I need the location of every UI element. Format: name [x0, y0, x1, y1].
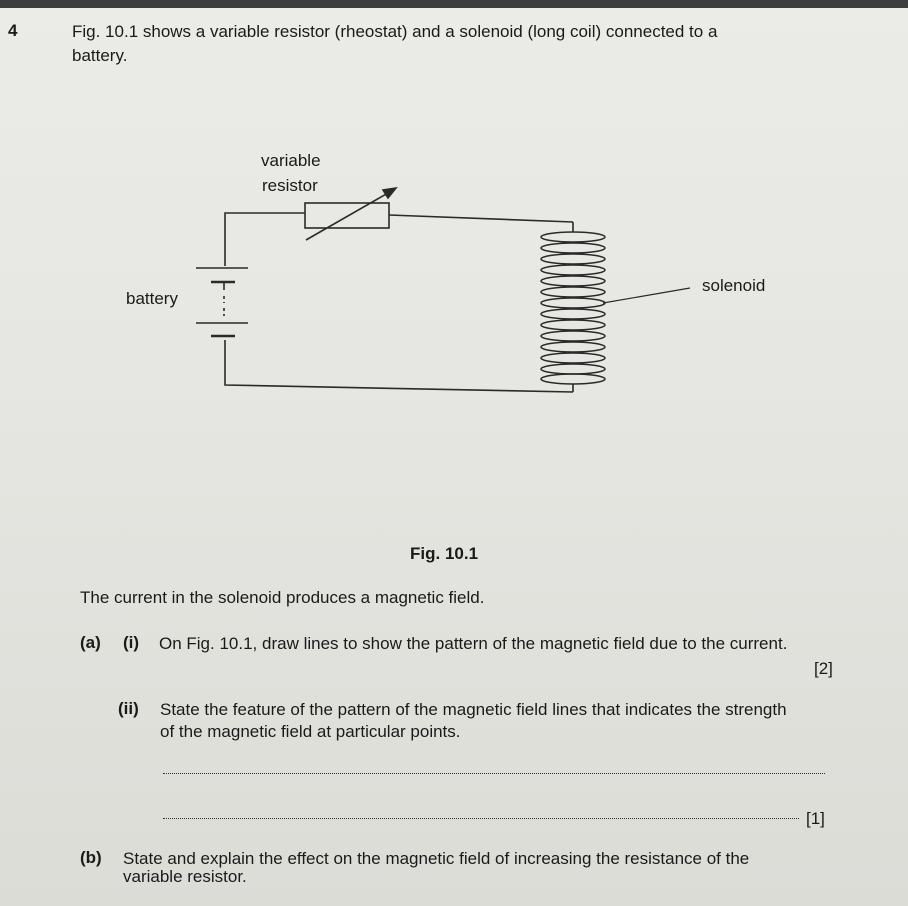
figure-caption: Fig. 10.1 — [410, 544, 479, 563]
part-a-ii-marks: [1] — [806, 809, 825, 828]
wire-top-right — [389, 215, 573, 222]
battery-symbol — [196, 268, 248, 336]
part-a-i-text: On Fig. 10.1, draw lines to show the pattern of the magnetic field due to the current. — [159, 634, 788, 653]
label-battery: battery — [126, 289, 178, 308]
label-solenoid: solenoid — [702, 276, 766, 295]
wire-top-left — [225, 213, 305, 266]
resistor-symbol — [305, 203, 389, 228]
solenoid-coil — [541, 232, 605, 384]
part-b-text-line1: State and explain the effect on the magnetic field of increasing the resistance of the — [123, 849, 750, 868]
wire-bottom — [225, 340, 573, 392]
statement-text: The current in the solenoid produces a magnetic field. — [80, 588, 485, 607]
label-resistor: resistor — [262, 176, 318, 195]
part-a-i-marks: [2] — [814, 659, 833, 678]
question-number: 4 — [8, 21, 18, 40]
part-a-ii-text-line1: State the feature of the pattern of the magnetic field lines that indicates the strength — [160, 700, 787, 719]
answer-line-2[interactable] — [163, 818, 799, 819]
label-variable: variable — [261, 151, 321, 170]
question-intro-line1: Fig. 10.1 shows a variable resistor (rheostat) and a solenoid (long coil) connected to a — [72, 22, 718, 41]
resistor-arrowhead — [383, 188, 396, 198]
question-intro-line2: battery. — [72, 46, 128, 65]
part-a-label: (a) — [80, 633, 101, 652]
part-a-i-label: (i) — [123, 633, 140, 652]
resistor-arrow — [306, 193, 388, 240]
part-a-ii-text-line2: of the magnetic field at particular points. — [160, 722, 461, 741]
part-a-ii-label: (ii) — [118, 699, 139, 718]
answer-line-1[interactable] — [163, 773, 825, 774]
part-b-label: (b) — [80, 848, 102, 867]
part-b-text-line2: variable resistor. — [123, 867, 247, 886]
solenoid-pointer — [603, 288, 690, 303]
